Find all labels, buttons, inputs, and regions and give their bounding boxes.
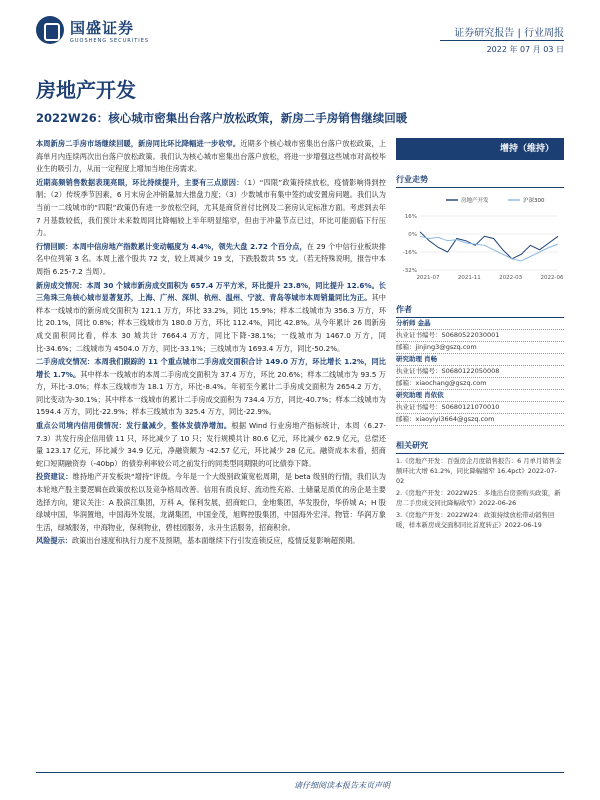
author-email-link[interactable]: xiaoyiyi3664@gszq.com [415,415,495,423]
author-email-row [396,414,564,426]
paragraph-sales-reasons [36,177,386,240]
email-label: 邮箱： [396,415,416,423]
author-license-row [396,366,564,378]
paragraph-body: 近期多个核心城市密集出台落户放松政策，上海单月内连续两次出台落户放松政策。我们认为核心城市密集出台落户放松，将进一步增强这些城市对高校毕业生的吸引力，从而一定程度上增加当地住房需求。 [36,139,386,174]
author-role: 研究助理 [396,391,422,399]
paragraph-second-hand [36,356,386,419]
paragraph-lead: 重点公司境内信用债情况：发行量减少，整体发债净增加。 [36,421,232,431]
related-research-list [396,456,564,530]
sidebar [396,138,564,532]
paragraph-body: 其中样本一线城市的新房成交面积为 121.1 万方，环比 33.2%，同比 15.9%；样本二线城市为 356.3 万方，环比 20.1%，同比 0.8%；样本三线城市为 180.0 万方，环比 112.4%，同比 42.8%。从今年累计 26 周新房成交面积同比看，样本 30 城共计 7664.4 万方，同比下降-38.1%；一线城市为 1467.0 万方，同比-34.6%；二线城市为 4504.0 万方，同比-33.1%；三线城市为 1693.4 万方，同比-50.2%。 [36,293,386,353]
related-heading: 相关研究 [396,440,564,454]
x-tick-label: 2021-11 [457,275,481,281]
y-tick-label: -16% [402,250,417,256]
sector-title: 房地产开发 [36,78,136,102]
y-tick-label: 0% [408,232,417,238]
related-report-link[interactable]: 1.《房地产开发：百强房企月度销售报告：6 月单月销售金额环比大增 61.2%，同比降幅缩窄 16.4pct》2022-07-02 [396,457,562,485]
email-label: 邮箱： [396,343,416,351]
y-tick-label: -32% [402,268,417,274]
license-label: 执业证书编号： [396,403,442,411]
trend-heading: 行业走势 [396,174,564,188]
author-license-row [396,402,564,414]
header-divider [440,40,564,41]
license-number: S0680122050008 [441,367,500,375]
author-block-0 [396,318,564,354]
report-title: 2022W26：核心城市密集出台落户放松政策，新房二手房销售继续回暖 [36,111,408,125]
author-email-link[interactable]: xiaochang@gszq.com [415,379,487,387]
series-line [420,232,558,259]
author-name-row [396,390,564,402]
legend-label: 沪深300 [523,198,545,204]
paragraph-lead: 本周新房二手房市场继续回暖，新房同比环比降幅进一步收窄。 [36,139,241,148]
paragraph-lead: 风险提示： [36,536,72,546]
authors-heading: 作者 [396,304,564,318]
paragraph-market-review [36,241,386,279]
y-tick-label: 16% [404,214,417,220]
x-tick-label: 2021-07 [416,275,440,281]
paragraph-body: 维持地产开发板块“增持”评级。今年是一个大级别政策宽松周期，是 beta 级别的行情，我们认为本轮地产股主要逻辑在政策放松以及竞争格局改善。信用有质良好、流动性充裕、土储量足质优的房企是主要选择方向，建议关注：A 股滨江集团，万科 A，保利发展，招商蛇口，金地集团，华发股份，华侨城 A；H 股绿城中国，华润置地，中国海外发展，龙湖集团，中国金茂，旭辉控股集团，中国海外宏洋。物管：华润万象生活，绿城服务，中海物业，保利物业，碧桂园服务，永升生活服务，招商积余。 [36,472,386,532]
license-number: S0680522030001 [441,331,500,339]
related-report-link[interactable]: 3.《房地产开发：2022W24：政策持续放松带动销售回暖，样本新房成交面积同比首度转正》2022-06-19 [396,511,555,529]
paragraph-weekly-summary [36,138,386,176]
x-tick-label: 2022-06 [540,275,564,281]
trend-chart-svg [396,190,564,290]
page-header [0,0,600,64]
license-label: 执业证书编号： [396,367,442,375]
main-body [36,138,386,549]
license-label: 执业证书编号： [396,331,442,339]
page-footer [0,772,600,800]
paragraph-lead: 行情回顾：本周中信房地产指数累计变动幅度为 4.4%，领先大盘 2.72 个百分点， [36,241,307,251]
logo-icon [36,16,64,44]
related-report-link[interactable]: 2.《房地产开发：2022W25：多地出台房票购买政策，新房二手房成交同比降幅收窄》2022-06-26 [396,489,561,507]
author-name: 肖依依 [424,391,444,399]
author-email-row [396,342,564,354]
paragraph-lead: 近期高频销售数据表现亮眼，环比持续提升，主要有三点原因： [36,177,244,187]
paragraph-credit-bonds [36,420,386,470]
disclaimer-note: 请仔细阅读本报告末页声明 [294,781,390,790]
paragraph-lead: 二手房成交情况：本周我们跟踪的 11 个重点城市二手房成交面积合计 149.0 万方，环比增长 1.2%，同比增长 1.7%。 [36,357,386,379]
author-name-row [396,318,564,330]
author-name: 肖畅 [424,355,438,363]
author-role: 研究助理 [396,355,422,363]
author-email-row [396,378,564,390]
rating-badge: 增持（维持） [396,138,564,160]
legend-label: 房地产开发 [461,198,489,204]
paragraph-lead: 投资建议： [36,472,73,482]
paragraph-new-homes [36,280,386,356]
logo-name-cn: 国盛证券 [70,18,135,37]
footer-divider [36,772,564,773]
report-date: 2022 年 07 月 03 日 [486,45,564,54]
paragraph-lead: 新房成交情况：本周 30 个城市新房成交面积为 657.4 万平方米，环比提升 23.8%，同比提升 12.6%。长三角珠三角核心城市显著复苏，上海、广州、深圳、杭州、温州、宁波、青岛等城市本周销量同比为正。 [36,280,386,303]
author-block-1 [396,354,564,390]
logo-name-en: GUOSHENG SECURITIES [70,37,150,44]
paragraph-body: 在 29 个中信行业板块排名中位列第 3 名。本周上涨个股共 72 支，较上周减少 19 支，下跌股数共 55 支。（若无特殊说明，报告中本周指 6.25-7.2 当周）。 [36,241,386,276]
paragraph-investment-advice [36,471,386,534]
license-number: S0680121070010 [441,403,500,411]
author-email-link[interactable]: jinjing3@gszq.com [415,343,477,351]
industry-trend-chart [396,190,564,290]
author-license-row [396,330,564,342]
author-name-row [396,354,564,366]
paragraph-risk [36,535,386,548]
company-logo [36,16,149,44]
paragraph-body: 根据 Wind 行业房地产指标统计，本周（6.27-7.3）共发行房企信用债 11 只，环比减少了 10 只；发行规模共计 80.6 亿元，环比减少 62.9 亿元，总偿还量 123.17 亿元，环比减少 34.9 亿元，净融资额为 -42.57 亿元，环比减少 28 亿元。融资成本未看，招商蛇口短期融资券（-40bp）的债券利率较公司之前发行的同类型同期限的可比债券下降。 [36,421,386,468]
author-role: 分析师 [396,319,416,327]
paragraph-body: 政策出台速度和执行力度不及预期，基本面继续下行引发连锁反应，疫情反复影响超预期。 [71,536,360,546]
author-block-2 [396,390,564,426]
paragraph-body: 其中样本一线城市的本周二手房成交面积为 37.4 万方，环比 20.6%；样本二线城市为 93.5 万方，环比-3.0%；样本三线城市为 18.1 万方，环比-8.4%。年初至今累计二手房成交面积为 2654.2 万方，同比变动为-30.1%；其中样本一线城市的累计二手房成交面积为 734.4 万方，同比-40.7%；样本二线城市为 1594.4 万方，同比-22.9%；样本三线城市为 325.4 万方，同比-22.9%。 [36,369,386,417]
x-tick-label: 2022-03 [499,275,523,281]
paragraph-body: （1）“四限”政策持续放松，疫情影响得到控制；（2）传统季节因素，6 月末房企冲销量加大推盘力度；（3）少数城市有集中签约或安置房问题。我们认为当前一二线城市的“四限”政策仍有进一步放松空间，尤其是商贷首付比例及二套房认定标准方面。考虑到去年 7 月基数较低，我们预计未来数周同比降幅较上半年明显缩窄，但由于冲量节点已过，环比可能面临下行压力。 [36,177,386,238]
email-label: 邮箱： [396,379,416,387]
report-type: 证券研究报告 | 行业周报 [454,28,564,39]
author-name: 金晶 [417,319,431,327]
